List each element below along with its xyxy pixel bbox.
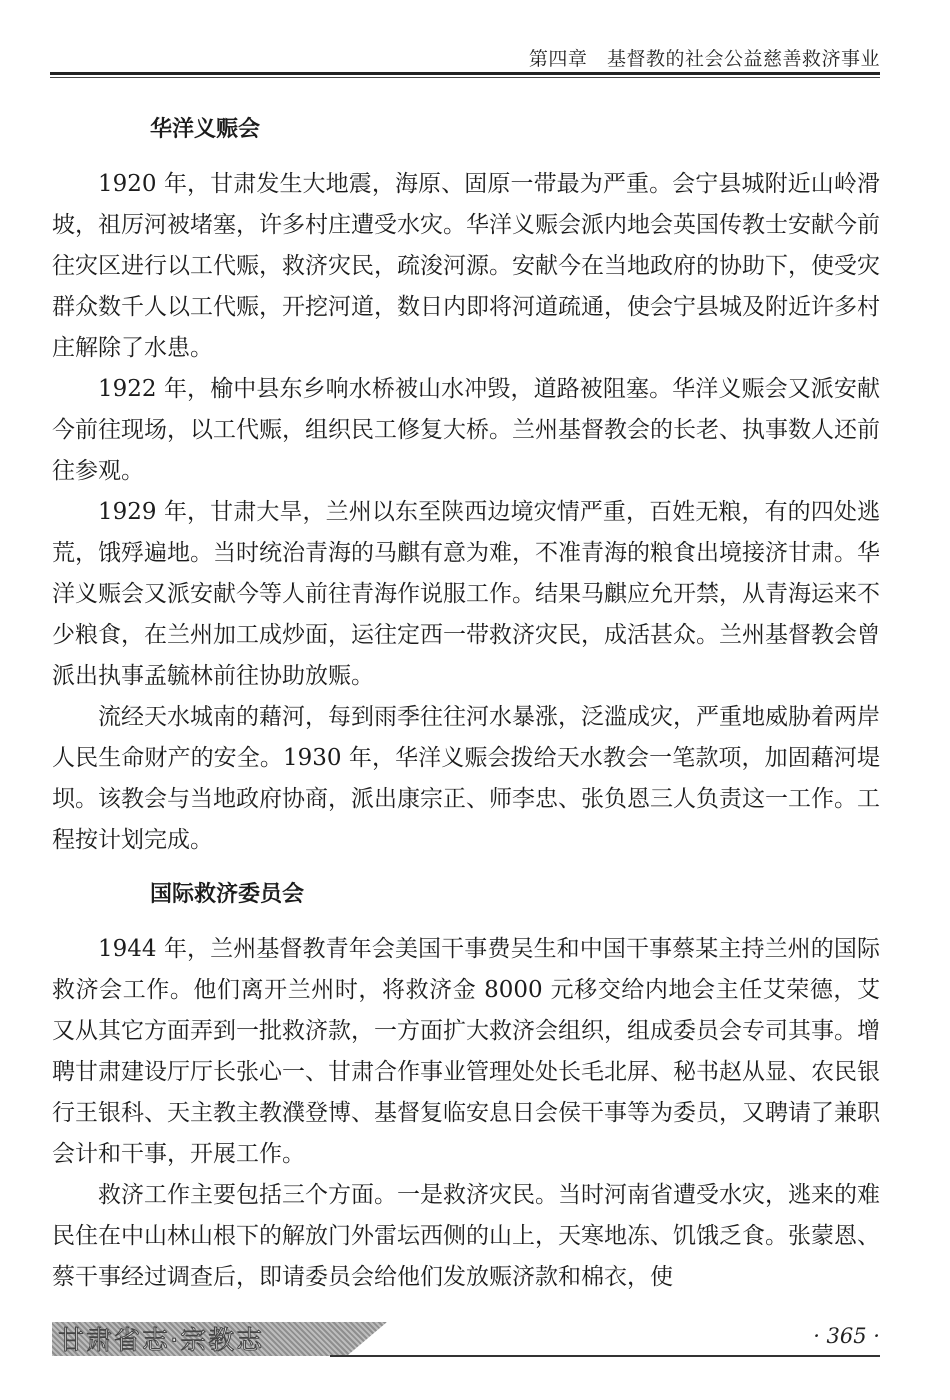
paragraph: 救济工作主要包括三个方面。一是救济灾民。当时河南省遭受水灾，逃来的难民住在中山林山根下的解放门外雷坛西侧的山上，天寒地冻、饥饿乏食。张蒙恩、蔡干事经过调查后，即请委员会给他们发放赈济款和棉衣，使 xyxy=(52,1182,880,1290)
header-rule-thin xyxy=(50,77,880,78)
paragraph: 流经天水城南的藉河，每到雨季往往河水暴涨，泛滥成灾，严重地威胁着两岸人民生命财产的安全。1930 年，华洋义赈会拨给天水教会一笔款项，加固藉河堤坝。该教会与当地政府协商，派出康宗正、师李忠、张负恩三人负责这一工作。工程按计划完成。 xyxy=(52,704,880,853)
header-rule-thick xyxy=(50,72,880,75)
section-heading: 国际救济委员会 xyxy=(150,882,305,907)
section-international-relief-committee xyxy=(52,875,880,1298)
running-header xyxy=(0,0,950,80)
page-body xyxy=(52,110,880,1298)
page-footer xyxy=(0,1310,950,1370)
paragraph: 1929 年，甘肃大旱，兰州以东至陕西边境灾情严重，百姓无粮，有的四处逃荒，饿殍遍地。当时统治青海的马麒有意为难，不准青海的粮食出境接济甘肃。华洋义赈会又派安献今等人前往青海作说服工作。结果马麒应允开禁，从青海运来不少粮食，在兰州加工成炒面，运往定西一带救济灾民，成活甚众。兰州基督教会曾派出执事孟毓林前往协助放赈。 xyxy=(52,499,880,689)
footer-rule xyxy=(330,1355,880,1357)
footer-book-title: 甘肃省志·宗教志 xyxy=(58,1326,265,1356)
section-heading: 华洋义赈会 xyxy=(150,117,261,142)
page-number: · 365 · xyxy=(813,1324,880,1348)
paragraph: 1920 年，甘肃发生大地震，海原、固原一带最为严重。会宁县城附近山岭滑坡，祖厉河被堵塞，许多村庄遭受水灾。华洋义赈会派内地会英国传教士安献今前往灾区进行以工代赈，救济灾民，疏浚河源。安献今在当地政府的协助下，使受灾群众数千人以工代赈，开挖河道，数日内即将河道疏通，使会宁县城及附近许多村庄解除了水患。 xyxy=(52,171,880,361)
running-title: 第四章 基督教的社会公益慈善救济事业 xyxy=(528,48,880,70)
paragraph: 1922 年，榆中县东乡响水桥被山水冲毁，道路被阻塞。华洋义赈会又派安献今前往现场，以工代赈，组织民工修复大桥。兰州基督教会的长老、执事数人还前往参观。 xyxy=(52,376,880,484)
section-huayang-yizhenhui xyxy=(52,110,880,861)
paragraph: 1944 年，兰州基督教青年会美国干事费吴生和中国干事蔡某主持兰州的国际救济会工作。他们离开兰州时，将救济金 8000 元移交给内地会主任艾荣德，艾又从其它方面弄到一批救济款，一方面扩大救济会组织，组成委员会专司其事。增聘甘肃建设厅厅长张心一、甘肃合作事业管理处处长毛北屏、秘书赵从显、农民银行王银科、天主教主教濮登博、基督复临安息日会侯干事等为委员，又聘请了兼职会计和干事，开展工作。 xyxy=(52,936,880,1167)
